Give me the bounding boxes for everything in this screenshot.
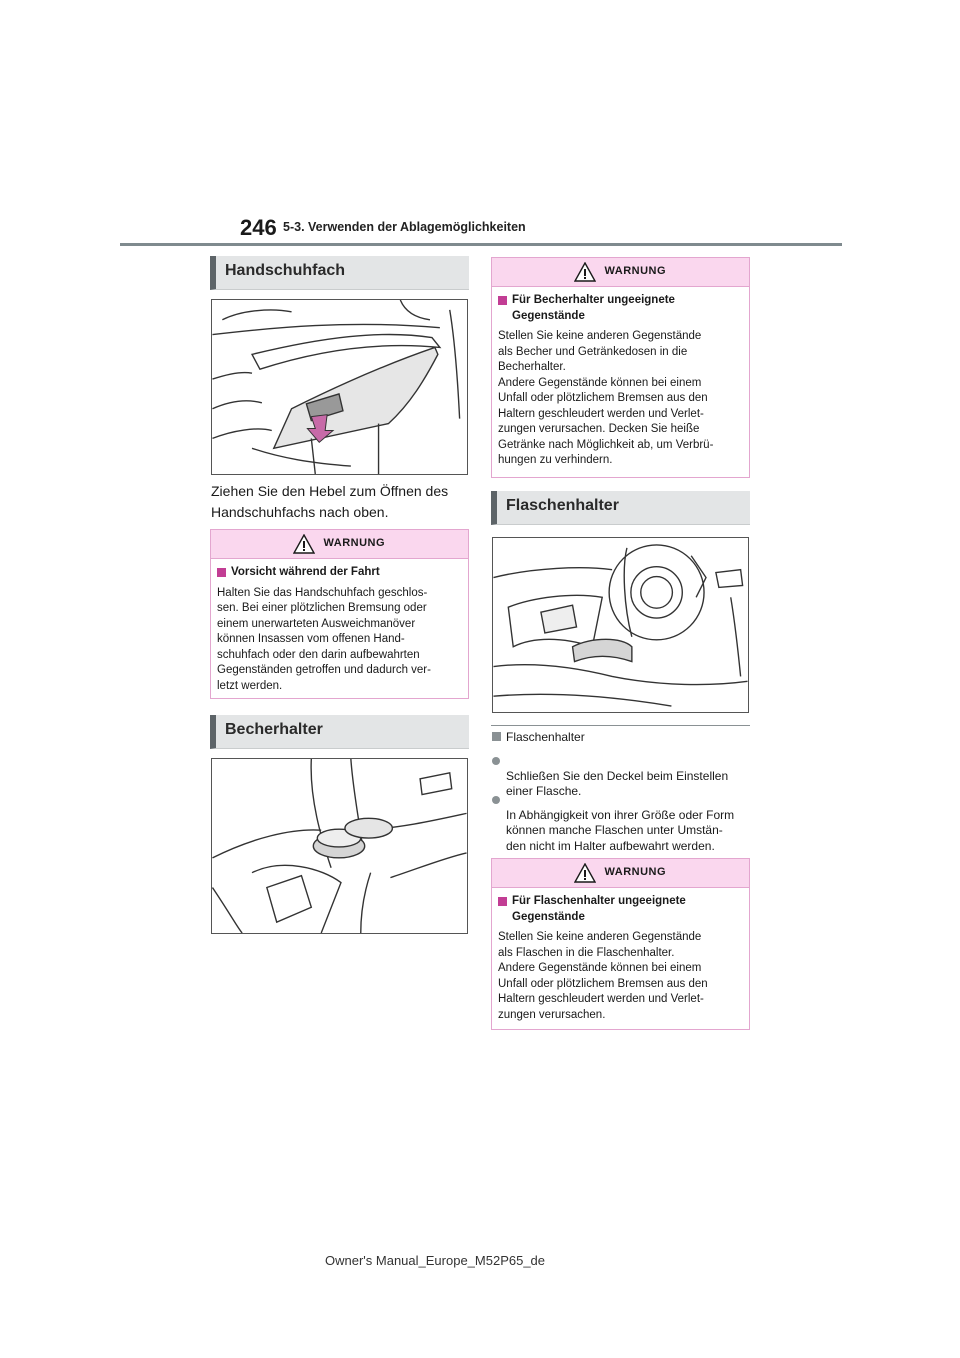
warning-header <box>492 258 749 287</box>
bottle-note-title-text: Flaschenhalter <box>506 730 585 744</box>
note-square-icon <box>492 732 501 741</box>
glovebox-drawing <box>212 300 467 474</box>
glovebox-caption: Ziehen Sie den Hebel zum Öffnen des Handschuhfachs nach oben. <box>211 483 449 520</box>
bottleholder-illustration <box>492 537 749 713</box>
warning-header <box>211 530 468 559</box>
warning-title <box>498 293 743 324</box>
warning-triangle-icon <box>293 534 315 554</box>
warning-box-bottleholder <box>491 858 750 1030</box>
glovebox-illustration <box>211 299 468 475</box>
warning-label: WARNUNG <box>323 537 386 549</box>
footer-text: Owner's Manual_Europe_M52P65_de <box>325 1253 546 1268</box>
list-item-text: Schließen Sie den Deckel beim Einstellen einer Flasche. <box>506 768 729 798</box>
warning-title <box>498 894 743 925</box>
cupholder-drawing <box>212 759 467 933</box>
warning-text: Stellen Sie keine anderen Gegenstände als Becher und Getränkedosen in die Becherhalter. Andere Gegenstände können bei einem Unfall oder plötzlichem Bremsen aus den Haltern geschleudert werden und Verlet- zungen verursachen. Decken Sie heiße Getränke nach Möglichkeit ab, um Verbrü- hungen zu verhindern. <box>498 330 714 466</box>
warning-triangle-icon <box>574 262 596 282</box>
warning-bullet-icon <box>498 897 507 906</box>
warning-bullet-icon <box>217 568 226 577</box>
heading-glovebox-text: Handschuhfach <box>225 262 346 279</box>
page-number: 246 <box>240 215 277 240</box>
heading-bottleholder <box>491 491 750 525</box>
section-title: 5-3. Verwenden der Ablagemöglichkeiten <box>283 220 526 234</box>
header-rule <box>120 243 842 246</box>
warning-box-cupholder <box>491 257 750 478</box>
warning-label: WARNUNG <box>604 265 667 277</box>
warning-title-text: Für Flaschenhalter ungeeignete Gegenstände <box>512 895 686 923</box>
warning-text: Stellen Sie keine anderen Gegenstände als Flaschen in die Flaschenhalter. Andere Gegenstände können bei einem Unfall oder plötzlichem Bremsen aus den Haltern geschleudert werden und Verlet- zungen verursachen. <box>498 931 708 1021</box>
warning-label: WARNUNG <box>604 866 667 878</box>
bottle-note-title <box>492 730 585 746</box>
heading-glovebox <box>210 256 469 290</box>
bottleholder-drawing <box>493 538 748 712</box>
warning-title-text: Für Becherhalter ungeeignete Gegenstände <box>512 294 675 322</box>
warning-title-text: Vorsicht während der Fahrt <box>231 566 380 578</box>
list-item-text: In Abhängigkeit von ihrer Größe oder Form können manche Flaschen unter Umstän- den nicht im Halter aufbewahrt werden. <box>506 807 735 853</box>
warning-box-driving <box>210 529 469 699</box>
warning-text: Halten Sie das Handschuhfach geschlos- sen. Bei einer plötzlichen Bremsung oder einem unerwarteten Ausweichmanöver können Insassen vom offenen Hand- schuhfach oder den darin aufbewahrten Gegenständen getroffen und dadurch ver- letzt werden. <box>217 586 431 692</box>
cupholder-illustration <box>211 758 468 934</box>
divider <box>491 725 750 726</box>
list-item <box>492 792 754 854</box>
heading-cupholder <box>210 715 469 749</box>
bullet-dot-icon <box>492 796 500 804</box>
warning-bullet-icon <box>498 296 507 305</box>
warning-triangle-icon <box>574 863 596 883</box>
warning-header <box>492 859 749 888</box>
heading-cupholder-text: Becherhalter <box>225 721 323 738</box>
bullet-dot-icon <box>492 757 500 765</box>
warning-title <box>217 565 462 581</box>
heading-bottleholder-text: Flaschenhalter <box>506 497 619 514</box>
